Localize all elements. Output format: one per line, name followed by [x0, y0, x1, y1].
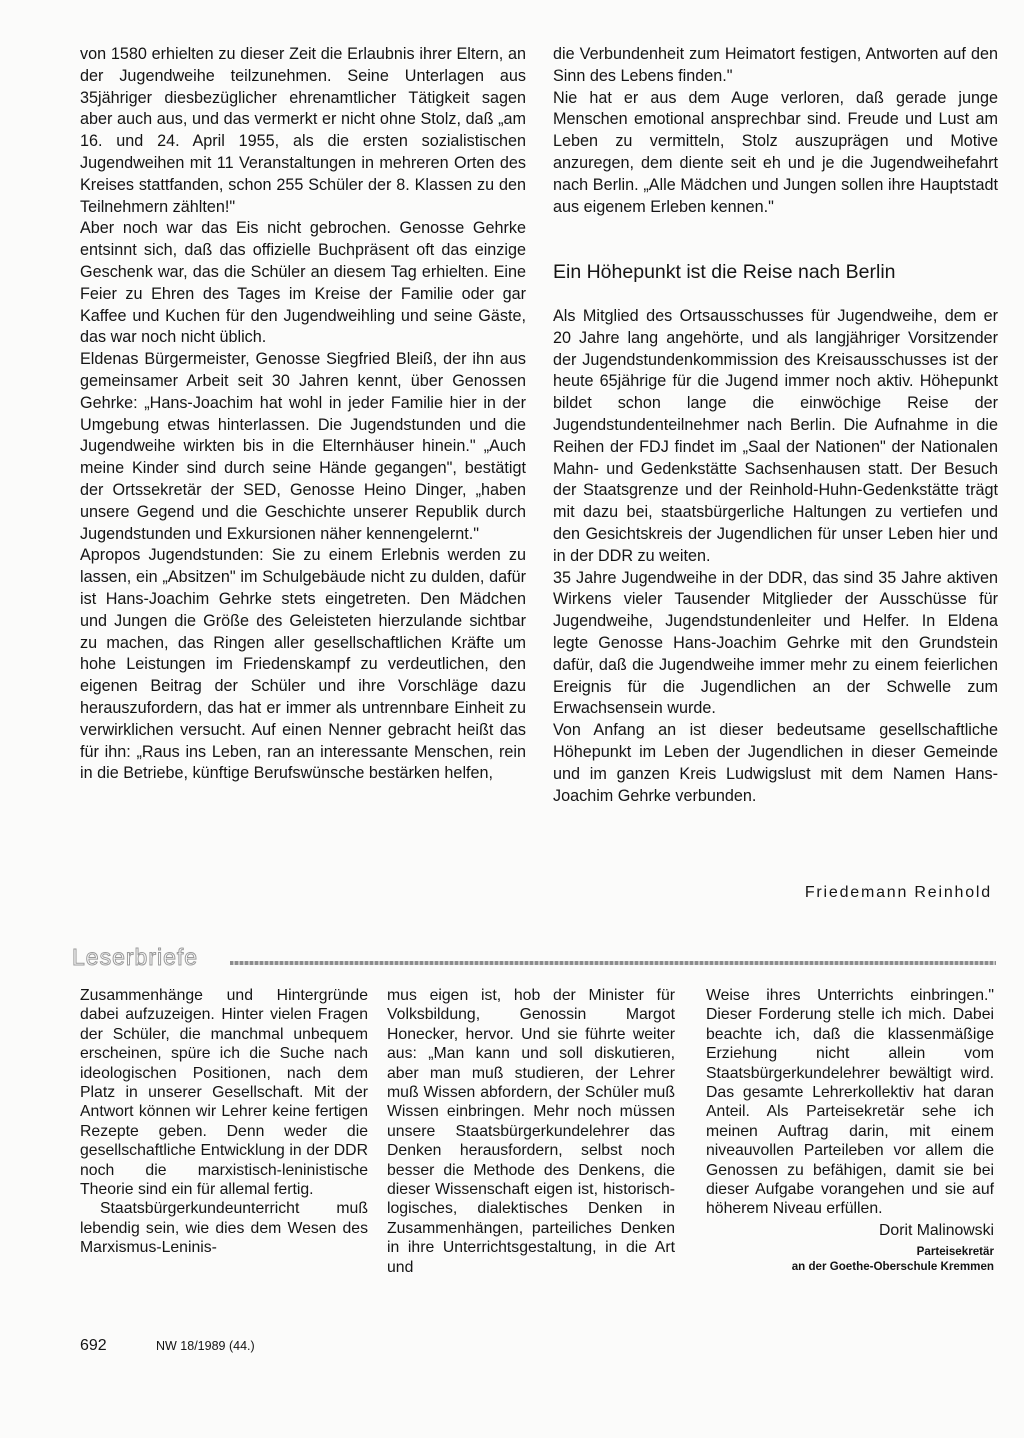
letter-signer-affiliation: an der Goethe-Oberschule Kremmen	[791, 1260, 994, 1274]
article-column-2-continued	[553, 306, 998, 807]
paragraph: 35 Jahre Jugendweihe in der DDR, das sind 35 Jahre aktiven Wirkens vieler Tausender Mitglieder der Ausschüsse für Jugendweihe, Jugendstundenleiter und Helfer. In Eldena legte Genosse Hans-Joachim Gehrke mit den Grundstein dafür, daß die Jugendweihe immer mehr zu einem feierlichen Ereignis für die Jugendlichen an der Schwelle zum Erwachsensein wurde.	[553, 568, 998, 718]
article-column-1	[80, 44, 526, 785]
paragraph: Apropos Jugendstunden: Sie zu einem Erlebnis werden zu lassen, ein „Absitzen" im Schulgebäude nicht zu dulden, dafür ist Hans-Joachim Gehrke stets eingetreten. Den Mädchen und Jungen die Größe des Geleisteten hierzulande sichtbar zu machen, das Ringen aller gesellschaftlichen Kräfte um hohe Leistungen im Friedenskampf zu verdeutlichen, den eigenen Beitrag der Schüler und ihre Vorschläge dazu herauszufordern, das hat er immer als untrennbare Einheit zu verwirklichen versucht. Auf einen Nenner gebracht heißt das für ihn: „Raus ins Leben, ran an interessante Menschen, rein in die Betriebe, künftige Berufswünsche bestärken helfen,	[80, 546, 526, 783]
paragraph: Nie hat er aus dem Auge verloren, daß gerade junge Menschen emotional ansprechbar sind. Freude und Lust am Leben zu vermitteln, Stolz auszuprägen und Motive anzuregen, dem diente seit eh und je die Jugendweihefahrt nach Berlin. „Alle Mädchen und Jungen sollen ihre Hauptstadt aus eigenem Erleben kennen."	[553, 88, 998, 216]
letter-column-2	[387, 986, 675, 1277]
section-divider	[230, 961, 996, 965]
paragraph: Zusammenhänge und Hintergründe dabei aufzuzeigen. Hinter vielen Fragen der Schüler, die manchmal unbequem erscheinen, spüre ich die Suche nach ideologischen Positionen, nach dem Platz in unserer Gesellschaft. Mit der Antwort können wir Lehrer keine fertigen Rezepte geben. Denn weder die gesellschaftliche Entwicklung in der DDR noch die marxistisch-leninistische Theorie sind ein für allemal fertig.	[80, 987, 368, 1199]
paragraph: Von Anfang an ist dieser bedeutsame gesellschaftliche Höhepunkt im Leben der Jugendlichen in dieser Gemeinde und im ganzen Kreis Ludwigslust mit dem Namen Hans-Joachim Gehrke verbunden.	[553, 721, 998, 805]
issue-label: NW 18/1989 (44.)	[156, 1339, 255, 1353]
letter-column-3	[706, 986, 994, 1274]
letters-section-header	[72, 942, 996, 972]
paragraph: die Verbundenheit zum Heimatort festigen, Antworten auf den Sinn des Lebens finden."	[553, 45, 998, 85]
article-column-2	[553, 44, 998, 218]
paragraph: von 1580 erhielten zu dieser Zeit die Erlaubnis ihrer Eltern, an der Jugendweihe teilzunehmen. Seine Unterlagen aus 35jähriger diesbezüglicher ehrenamtlicher Tätigkeit sagen aber auch aus, und das vermerkt er nicht ohne Stolz, daß „am 16. und 24. April 1955, als die ersten sozialistischen Jugendweihen mit 11 Veranstaltungen in mehreren Orten des Kreises stattfanden, schon 255 Schüler der 8. Klassen zu den Teilnehmern zählten!"	[80, 45, 526, 216]
paragraph: Staatsbürgerkundeunterricht muß lebendig sein, wie dies dem Wesen des Marxismus-Leninis-	[80, 1200, 368, 1257]
paragraph: Als Mitglied des Ortsausschusses für Jugendweihe, dem er 20 Jahre lang angehörte, und als langjähriger Vorsitzender der Jugendstundenkommission des Kreisausschusses ist der heute 65jährige für die Jugend immer noch aktiv. Höhepunkt bildet schon lange die einwöchige Reise der Jugendstundenteilnehmer nach Berlin. Die Aufnahme in die Reihen der FDJ findet im „Saal der Nationen" der Nationalen Mahn- und Gedenkstätte Sachsenhausen statt. Der Besuch der Staatsgrenze und der Reinhold-Huhn-Gedenkstätte trägt mit dazu bei, staatsbürgerliche Haltungen zu vertiefen und den Gesichtskreis der Jugendlichen für unser Leben hier und in der DDR zu weiten.	[553, 307, 998, 565]
paragraph: Weise ihres Unterrichts einbringen." Dieser Forderung stelle ich mich. Dabei beachte ich, daß die klassenmäßige Erziehung nicht allein vom Staatsbürgerkundelehrer bewältigt wird. Das gesamte Lehrerkollektiv hat daran Anteil. Als Parteisekretär sehe ich meinen Auftrag darin, mit einem niveauvollen Parteileben vor allem die Genossen zu befähigen, damit sie bei dieser Aufgabe vorangehen und sie auf höherem Niveau erfüllen.	[706, 987, 994, 1218]
paragraph: Eldenas Bürgermeister, Genosse Siegfried Bleiß, der ihn aus gemeinsamer Arbeit seit 30 Jahren kennt, über Genossen Gehrke: „Hans-Joachim hat wohl in jeder Familie hier in der Umgebung etwas hinterlassen. Die Jugendstunden und die Jugendweihe wirkten bis in die Elternhäuser hinein." „Auch meine Kinder sind durch seine Hände gegangen", bestätigt der Ortssekretär der SED, Genosse Heino Dinger, „haben unsere Gegend und die Geschichte unserer Republik durch Jugendstunden und Exkursionen näher kennengelernt."	[80, 350, 526, 543]
letter-signer: Dorit Malinowski	[879, 1221, 994, 1239]
letter-column-1	[80, 986, 368, 1258]
page-number: 692	[80, 1337, 107, 1354]
paragraph: Aber noch war das Eis nicht gebrochen. Genosse Gehrke entsinnt sich, daß das offizielle Buchpräsent oft das einzige Geschenk war, das die Schüler an diesem Tag erhielten. Eine Feier zu Ehren des Tages im Kreise der Familie oder gar Kaffee und Kuchen für den Jugendweihling und seine Gäste, das war noch nicht üblich.	[80, 219, 526, 347]
paragraph: mus eigen ist, hob der Minister für Volksbildung, Genossin Margot Honecker, hervor. Und sie führte weiter aus: „Man kann und soll diskutieren, aber man muß studieren, der Lehrer muß Wissen abfordern, der Schüler muß Wissen einbringen. Mehr noch müssen unsere Staatsbürgerkundelehrer das Denken herausfordern, selbst noch besser die Methode des Denkens, die dieser Wissenschaft eigen ist, historisch-logisches, dialektisches Denken in Zusammenhängen, parteiliches Denken in ihre Unterrichtsgestaltung, in die Art und	[387, 987, 675, 1276]
section-heading: Ein Höhepunkt ist die Reise nach Berlin	[553, 261, 896, 283]
letter-signer-role: Parteisekretär	[916, 1245, 994, 1259]
article-author: Friedemann Reinhold	[804, 884, 992, 901]
letters-section-title: Leserbriefe	[72, 944, 199, 970]
